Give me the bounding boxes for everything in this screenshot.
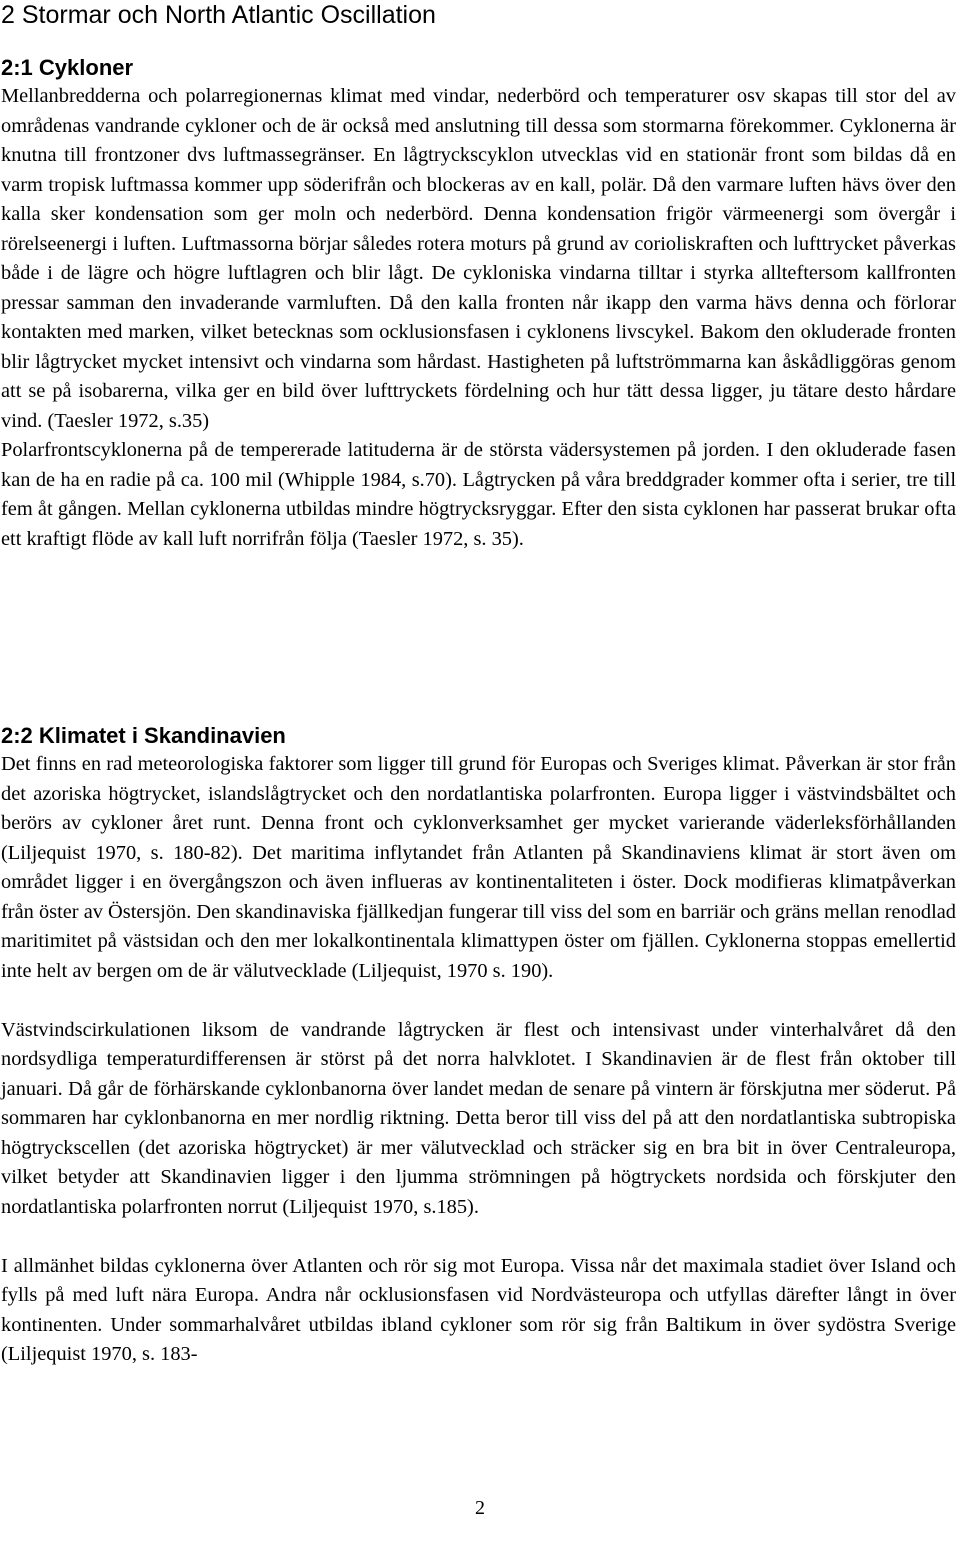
paragraph: Mellanbredderna och polarregionernas klimat med vindar, nederbörd och temperaturer osv skapas till stor del av områdenas vandrande cykloner och de är också med anslutning till dessa som stormarna förekommer. Cyklonerna är knutna till frontzoner dvs luftmassegränser. En lågtryckscyklon utvecklas vid en stationär front som bildas då en varm tropisk luftmassa kommer upp söderifrån och blockeras av en kall, polär. Då den varmare luften hävs över den kalla sker kondensation som ger moln och nederbörd. Denna kondensation frigör värmeenergi som övergår i rörelseenergi i luften. Luftmassorna börjar således rotera moturs på grund av corioliskraften och lufttrycket påverkas både i de lägre och högre luftlagren och blir lågt. De cykloniska vindarna tilltar i styrka allteftersom kallfronten pressar samman den invaderande varmluften. Då den kalla fronten når ikapp den varma hävs denna och förlorar kontakten med marken, vilket betecknas som ocklusionsfasen i cyklonens livscykel. Bakom den okluderade fronten blir lågtrycket mycket intensivt och vindarna som hårdast. Hastigheten på luftströmmarna kan åskådliggöras genom att se på isobarerna, vilka ger en bild över lufttryckets fördelning och hur tätt dessa ligger, ju tätare desto hårdare vind. (Taesler 1972, s.35) (1, 85, 956, 432)
paragraph: Polarfrontscyklonerna på de tempererade latituderna är de största vädersystemen på jorden. I den okluderade fasen kan de ha en radie på ca. 100 mil (Whipple 1984, s.70). Lågtrycken på våra breddgrader kommer ofta i serier, tre till fem åt gången. Mellan cyklonerna utbildas mindre högtrycksryggar. Efter den sista cyklonen har passerat brukar ofta ett kraftigt flöde av kall luft norrifrån följa (Taesler 1972, s. 35). (1, 439, 956, 550)
chapter-title: 2 Stormar och North Atlantic Oscillation (1, 1, 436, 29)
paragraph: Det finns en rad meteorologiska faktorer som ligger till grund för Europas och Sveriges klimat. Påverkan är stor från det azoriska högtrycket, islandslågtrycket och den nordatlantiska polarfronten. Europa ligger i västvindsbältet och berörs av cykloner året runt. Denna front och cyklonverksamhet ger mycket varierande väderleksförhållanden (Liljequist 1970, s. 180-82). Det maritima inflytandet från Atlanten på Skandinaviens klimat är stort även om området ligger i en övergångszon och även influeras av kontinentaliteten i öster. Dock modifieras klimatpåverkan från öster av Östersjön. Den skandinaviska fjällkedjan fungerar till viss del som en barriär och gräns mellan renodlad maritimitet på västsidan och den mer lokalkontinentala klimattypen öster om fjällen. Cyklonerna stoppas emellertid inte helt av bergen om de är välutvecklade (Liljequist, 1970 s. 190). (1, 753, 956, 982)
paragraph: Västvindscirkulationen liksom de vandrande lågtrycken är flest och intensivast under vinterhalvåret då den nordsydliga temperaturdifferensen är störst på det norra halvklotet. I Skandinavien är de flest från oktober till januari. Då går de förhärskande cyklonbanorna över landet medan de senare på vintern är förskjutna mer söderut. På sommaren har cyklonbanorna en mer nordlig riktning. Detta beror till viss del på att den nordatlantiska subtropiska högtryckscellen (det azoriska högtrycket) är mer välutvecklad och sträcker sig en bra bit in över Centraleuropa, vilket betyder att Skandinavien ligger i den ljumma strömningen på högtryckets nordsida och förskjuter den nordatlantiska polarfronten norrut (Liljequist 1970, s.185). (1, 1018, 956, 1218)
paragraph: I allmänhet bildas cyklonerna över Atlanten och rör sig mot Europa. Vissa når det maximala stadiet över Island och fylls på med luft nära Europa. Andra når ocklusionsfasen vid Nordvästeuropa och utfyllas därefter långt in över kontinenten. Under sommarhalvåret utbildas ibland cykloner som rör sig från Baltikum in över sydöstra Sverige (Liljequist 1970, s. 183- (1, 1254, 956, 1365)
page-number: 2 (475, 1497, 485, 1519)
section-klimatet-i-skandinavien (1, 722, 956, 1370)
section-cykloner (1, 54, 956, 554)
section-heading: 2:2 Klimatet i Skandinavien (1, 723, 286, 748)
section-heading: 2:1 Cykloner (1, 55, 134, 80)
